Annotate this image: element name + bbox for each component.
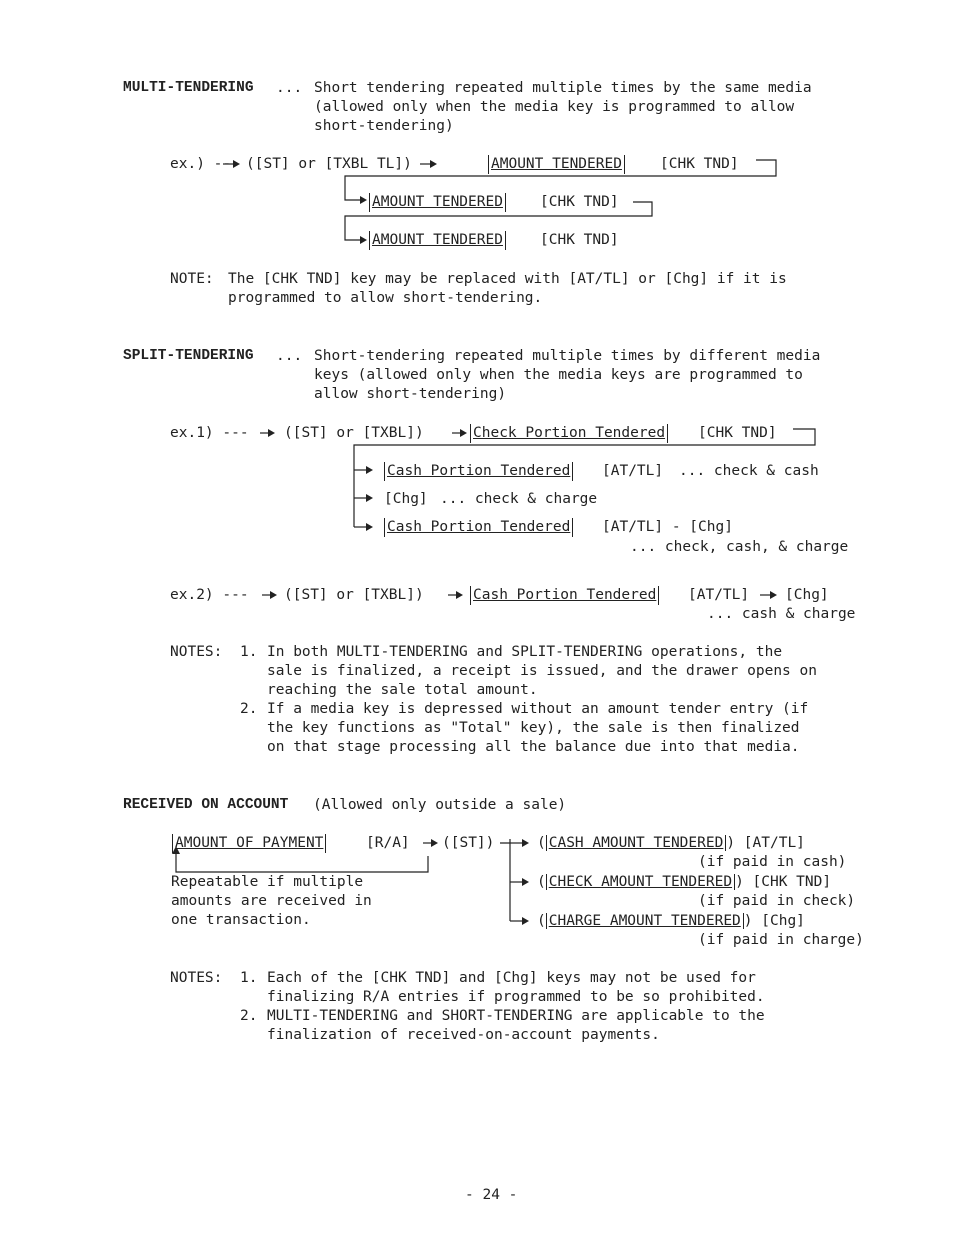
- charge-key: ) [Chg]: [743, 913, 805, 929]
- note-number: 2.: [240, 1008, 258, 1024]
- amount-tendered-box: [488, 155, 625, 174]
- multi-desc-line: short-tendering): [314, 118, 454, 134]
- split-desc-line: allow short-tendering): [314, 386, 507, 402]
- roa-heading-note: (Allowed only outside a sale): [313, 797, 567, 813]
- chg-key: [Chg]: [384, 491, 428, 507]
- note-number: 1.: [240, 970, 258, 986]
- note-line: MULTI-TENDERING and SHORT-TENDERING are applicable to the: [267, 1008, 765, 1024]
- split-ex-start: ([ST] or [TXBL]): [284, 587, 424, 603]
- at-tl-key: [AT/TL]: [602, 463, 664, 479]
- multi-note-label: NOTE:: [170, 271, 214, 287]
- note-line: reaching the sale total amount.: [267, 682, 538, 698]
- chk-tnd-key: [CHK TND]: [540, 232, 619, 248]
- at-tl-key: [AT/TL]: [688, 587, 750, 603]
- split-ex-start: ([ST] or [TXBL]): [284, 425, 424, 441]
- repeat-note-line: Repeatable if multiple: [171, 874, 364, 890]
- split-ex1-label: ex.1) ---: [170, 425, 249, 441]
- note-number: 1.: [240, 644, 258, 660]
- amount-tendered: AMOUNT TENDERED: [491, 156, 622, 172]
- note-line: finalization of received-on-account payments.: [267, 1027, 660, 1043]
- note-line: If a media key is depressed without an amount tender entry (if: [267, 701, 809, 717]
- cash-portion-tendered: Cash Portion Tendered: [387, 463, 571, 479]
- charge-note: (if paid in charge): [698, 932, 864, 948]
- cash-portion-tendered: Cash Portion Tendered: [473, 587, 657, 603]
- note-line: sale is finalized, a receipt is issued, and the drawer opens on: [267, 663, 817, 679]
- charge-amount-tendered: CHARGE AMOUNT TENDERED: [548, 913, 741, 929]
- amount-of-payment: AMOUNT OF PAYMENT: [175, 835, 324, 851]
- attl-note: ... check & cash: [679, 463, 819, 479]
- check-key: ) [CHK TND]: [735, 874, 832, 890]
- cash-portion-box: [384, 462, 573, 481]
- check-note: (if paid in check): [698, 893, 856, 909]
- roa-notes-label: NOTES:: [170, 970, 223, 986]
- check-portion-tendered: Check Portion Tendered: [473, 425, 666, 441]
- st-key: ([ST]): [442, 835, 495, 851]
- note-line: the key functions as "Total" key), the sale is then finalized: [267, 720, 800, 736]
- amount-tendered-box: [369, 231, 506, 250]
- multi-tendering-heading: MULTI-TENDERING: [123, 80, 254, 96]
- cash-portion-tendered: Cash Portion Tendered: [387, 519, 571, 535]
- note-line: Each of the [CHK TND] and [Chg] keys may not be used for: [267, 970, 756, 986]
- repeat-note-line: one transaction.: [171, 912, 311, 928]
- ra-key: [R/A]: [366, 835, 410, 851]
- cash-portion-box: [470, 586, 659, 605]
- check-portion-box: [470, 424, 668, 443]
- split-notes-label: NOTES:: [170, 644, 223, 660]
- split-ex2-label: ex.2) ---: [170, 587, 249, 603]
- multi-desc-line: Short tendering repeated multiple times by the same media: [314, 80, 812, 96]
- roa-heading: RECEIVED ON ACCOUNT: [123, 797, 289, 813]
- cash-key: ) [AT/TL]: [726, 835, 805, 851]
- chg-note: ... check & charge: [440, 491, 598, 507]
- cash-amount-tendered: CASH AMOUNT TENDERED: [548, 835, 724, 851]
- check-amount-tendered: CHECK AMOUNT TENDERED: [548, 874, 733, 890]
- amount-tendered: AMOUNT TENDERED: [372, 194, 503, 210]
- multi-note-line: programmed to allow short-tendering.: [228, 290, 543, 306]
- amount-tendered: AMOUNT TENDERED: [372, 232, 503, 248]
- multi-note-line: The [CHK TND] key may be replaced with [AT/TL] or [Chg] if it is: [228, 271, 787, 287]
- chk-tnd-key: [CHK TND]: [540, 194, 619, 210]
- ex2-note: ... cash & charge: [707, 606, 856, 622]
- split-desc-line: Short-tendering repeated multiple times by different media: [314, 348, 821, 364]
- cash-portion-box: [384, 518, 573, 537]
- chg-key: [Chg]: [785, 587, 829, 603]
- attl-chg-keys: [AT/TL] - [Chg]: [602, 519, 733, 535]
- multi-ex-label: ex.) ---: [170, 156, 240, 172]
- note-number: 2.: [240, 701, 258, 717]
- note-line: In both MULTI-TENDERING and SPLIT-TENDERING operations, the: [267, 644, 783, 660]
- split-dots: ...: [276, 348, 303, 364]
- note-line: finalizing R/A entries if programmed to be so prohibited.: [267, 989, 765, 1005]
- chk-tnd-key: [CHK TND]: [698, 425, 777, 441]
- multi-ex-start: ([ST] or [TXBL TL]): [246, 156, 412, 172]
- cash-note: (if paid in cash): [698, 854, 847, 870]
- amount-of-payment-box: [172, 834, 326, 853]
- split-desc-line: keys (allowed only when the media keys are programmed to: [314, 367, 803, 383]
- page-number: - 24 -: [465, 1187, 518, 1203]
- multi-dots: ...: [276, 80, 303, 96]
- repeat-note-line: amounts are received in: [171, 893, 372, 909]
- multi-desc-line: (allowed only when the media key is programmed to allow: [314, 99, 795, 115]
- chk-tnd-key: [CHK TND]: [660, 156, 739, 172]
- note-line: on that stage processing all the balance due into that media.: [267, 739, 800, 755]
- attl-chg-note: ... check, cash, & charge: [630, 539, 849, 555]
- amount-tendered-box: [369, 193, 506, 212]
- split-tendering-heading: SPLIT-TENDERING: [123, 348, 254, 364]
